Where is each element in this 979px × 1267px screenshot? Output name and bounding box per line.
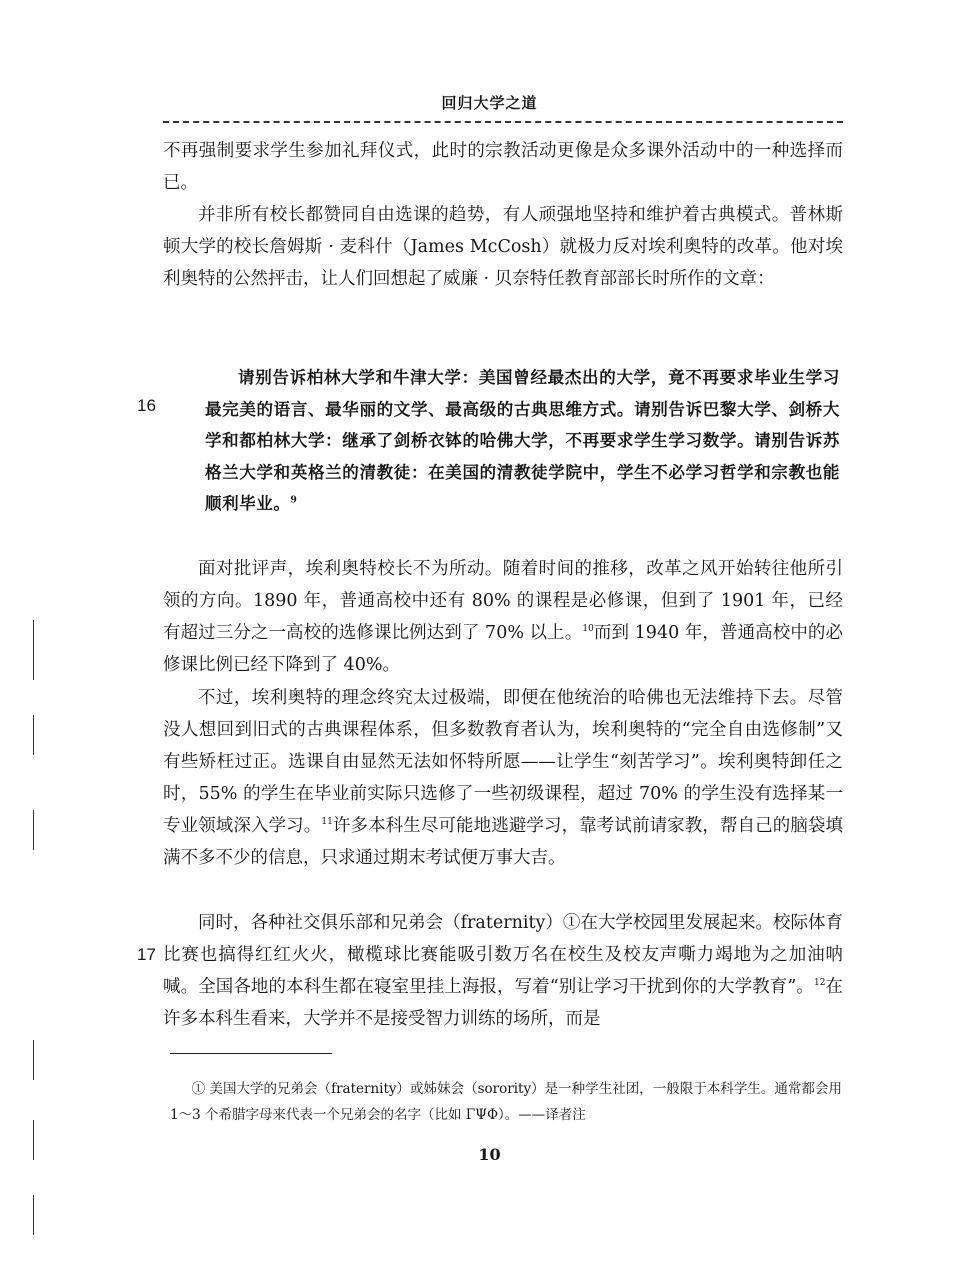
footnote-ref-9: 9 xyxy=(290,495,298,506)
footnote: ① 美国大学的兄弟会（fraternity）或姊妹会（sorority）是一种学生社团，一般限于本科学生。通常都会用 1～3 个希腊字母来代表一个兄弟会的名字（比如 ΓΨΦ）。——译者注 xyxy=(170,1081,842,1123)
paragraph-5-text-b: 在大学校园里发展起来。校际体育比赛也搞得红红火火，橄榄球比赛能吸引数万名在校生及校友声嘶力竭地为之加油呐喊。全国各地的本科生都在寝室里挂上海报，写着“别让学习干扰到你的大学教育”。 xyxy=(163,913,844,997)
scan-edge-mark xyxy=(33,810,34,850)
block-quote-text: 请别告诉柏林大学和牛津大学：美国曾经最杰出的大学，竟不再要求毕业生学习最完美的语言、最华丽的文学、最高级的古典思维方式。请别告诉巴黎大学、剑桥大学和都柏林大学：继承了剑桥衣钵的哈佛大学，不再要求学生学习数学。请别告诉苏格兰大学和英格兰的清教徒：在美国的清教徒学院中，学生不必学习哲学和宗教也能顺利毕业。 xyxy=(205,368,840,513)
paragraph-3-tail: 而到 1940 年，普通高校中的必修课比例已经下降到了 40%。 xyxy=(163,623,843,675)
paragraph-5 xyxy=(163,907,843,1035)
scan-edge-mark xyxy=(33,1195,34,1235)
paragraph-4-text: 不过，埃利奥特的理念终究太过极端，即便在他统治的哈佛也无法维持下去。尽管没人想回到旧式的古典课程体系，但多数教育者认为，埃利奥特的“完全自由选修制”又有些矫枉过正。选课自由显然无法如怀特所愿——让学生“刻苦学习”。埃利奥特卸任之时，55% 的学生在毕业前实际只选修了一些初级课程，超过 70% 的学生没有选择某一专业领域深入学习。 xyxy=(163,688,843,836)
margin-page-number-17: 17 xyxy=(137,945,156,964)
paragraph-4-tail: 许多本科生尽可能地逃避学习，靠考试前请家教，帮自己的脑袋填满不多不少的信息，只求通过期末考试便万事大吉。 xyxy=(163,816,844,868)
running-header-title: 回归大学之道 xyxy=(441,94,538,112)
page-number: 10 xyxy=(478,1145,501,1164)
footnote-ref-10: 10 xyxy=(582,624,594,635)
footnote-divider xyxy=(170,1053,332,1054)
paragraph-4 xyxy=(163,682,843,874)
header-divider xyxy=(163,121,843,123)
footnote-mark-1: ① xyxy=(562,913,581,933)
paragraph-1: 不再强制要求学生参加礼拜仪式，此时的宗教活动更像是众多课外活动中的一种选择而已。 xyxy=(163,141,843,193)
block-quote xyxy=(205,362,840,520)
paragraph-2: 并非所有校长都赞同自由选课的趋势，有人顽强地坚持和维护着古典模式。普林斯顿大学的校长詹姆斯 · 麦科什（James McCosh）就极力反对埃利奥特的改革。他对埃利奥特的公然抨击，让人们回想起了威廉 · 贝奈特任教育部部长时所作的文章： xyxy=(163,205,843,289)
scan-edge-mark xyxy=(33,715,34,755)
margin-page-number-16: 16 xyxy=(137,396,156,415)
footnote-ref-12: 12 xyxy=(813,978,826,989)
paragraph-3-text: 面对批评声，埃利奥特校长不为所动。随着时间的推移，改革之风开始转往他所引领的方向。1890 年，普通高校中还有 80% 的课程是必修课，但到了 1901 年，已经有超过三分之一高校的选修课比例达到了 70% 以上。 xyxy=(163,559,843,643)
paragraph-5-tail: 在许多本科生看来，大学并不是接受智力训练的场所，而是 xyxy=(163,977,844,1029)
scan-edge-mark xyxy=(33,1040,34,1080)
footnote-ref-11: 11 xyxy=(321,817,333,828)
paragraph-5-text-a: 同时，各种社交俱乐部和兄弟会（fraternity） xyxy=(198,913,563,933)
scan-edge-mark xyxy=(33,1120,34,1160)
paragraph-3 xyxy=(163,553,843,681)
scan-edge-mark xyxy=(33,620,34,680)
